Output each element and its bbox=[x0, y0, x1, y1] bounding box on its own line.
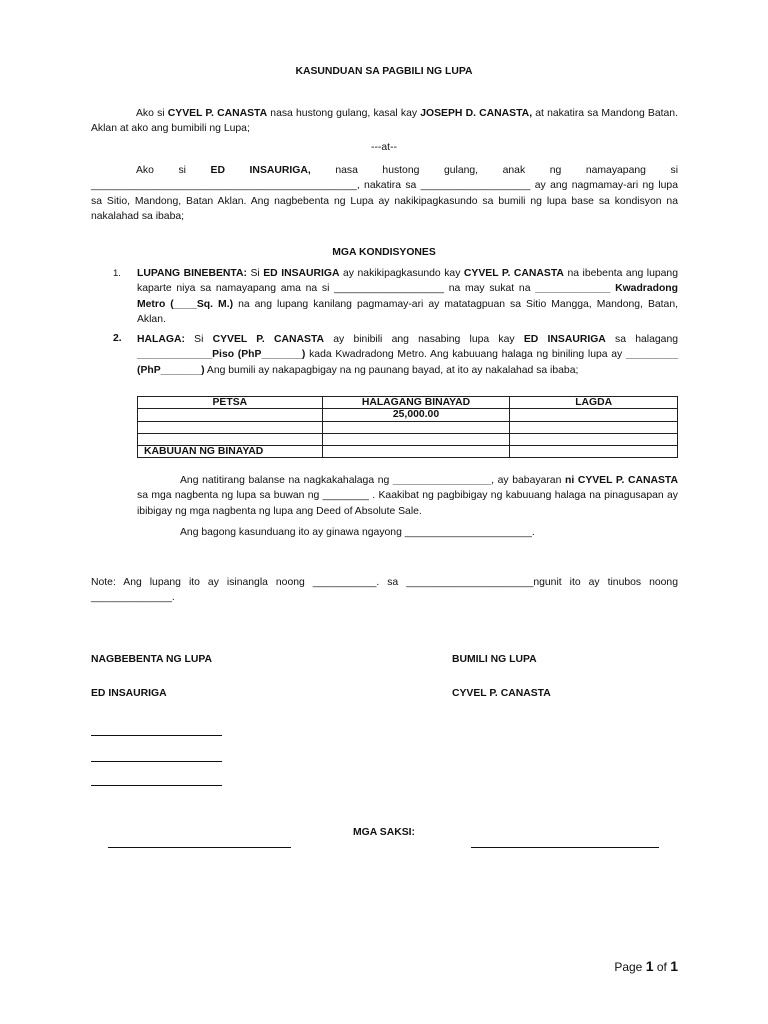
p1-text-c: at nakatira sa Mandong Batan. Aklan at ako ang bumibili ng Lupa; bbox=[91, 108, 678, 135]
seller-name: ED INSAURIGA, bbox=[210, 165, 311, 176]
spouse-name: JOSEPH D. CANASTA, bbox=[420, 108, 533, 119]
item-1-buyer: CYVEL P. CANASTA bbox=[463, 268, 564, 279]
column-header-date: PETSA bbox=[138, 397, 323, 409]
p3-buyer: ni CYVEL P. CANASTA bbox=[564, 475, 678, 486]
item-1-a: Si bbox=[246, 268, 264, 279]
witness-label: MGA SAKSI: bbox=[353, 827, 415, 838]
seller-signature-name: ED INSAURIGA bbox=[91, 688, 167, 699]
table-cell[interactable] bbox=[322, 446, 510, 458]
item-2-c: sa halagang bbox=[605, 334, 679, 345]
table-row bbox=[138, 421, 678, 433]
signature-line[interactable] bbox=[91, 735, 222, 736]
item-2-e: Ang bumili ay nakapagbigay na ng paunang bayad, at ito ay nakalahad sa ibaba; bbox=[204, 364, 579, 376]
item-1-label: LUPANG BINEBENTA: bbox=[137, 268, 247, 279]
p3-a: Ang natitirang balanse na nagkakahalaga ng bbox=[180, 475, 393, 486]
agreement-date-line: Ang bagong kasunduang ito ay ginawa ngayong ______________________. bbox=[180, 527, 535, 538]
buyer-signature-name: CYVEL P. CANASTA bbox=[452, 688, 551, 699]
footer-of-word: of bbox=[656, 960, 667, 974]
table-header-row bbox=[138, 397, 678, 409]
buyer-name: CYVEL P. CANASTA bbox=[167, 108, 268, 119]
item-2-number: 2. bbox=[113, 333, 122, 344]
p2-text-b: nasa hustong gulang, anak ng namayapang si ______________________________________________, nakatira sa ___________________ ay ang nagmamay-ari ng lupa sa Sitio, Mandong, Batan Aklan. Ang nagbebenta ng Lupa ay nakikipagkasundo sa bumili ng lupa base sa kondisyon na nakalahad sa ibaba; bbox=[91, 165, 678, 222]
witness-signature-line-left[interactable] bbox=[108, 847, 291, 848]
item-1-text bbox=[137, 266, 678, 327]
first-payment-amount[interactable]: 25,000.00 bbox=[322, 409, 510, 421]
item-2-total: _________ (PhP_______) bbox=[137, 349, 678, 376]
table-row bbox=[138, 433, 678, 445]
p1-text-b: nasa hustong gulang, kasal kay bbox=[267, 108, 421, 119]
p3-blank: _________________ bbox=[392, 475, 492, 486]
table-cell[interactable] bbox=[510, 409, 678, 421]
table-total-row bbox=[138, 446, 678, 458]
p3-b: , ay babayaran bbox=[491, 475, 565, 486]
witness-signature-line-right[interactable] bbox=[471, 847, 659, 848]
conditions-heading: MGA KONDISYONES bbox=[332, 247, 436, 258]
mortgage-note: Note: Ang lupang ito ay isinangla noong ___________. sa ______________________ngunit ito ay tinubos noong ______________. bbox=[91, 577, 678, 604]
item-2-b: ay binibili ang nasabing lupa kay bbox=[324, 334, 524, 345]
page-footer bbox=[614, 958, 678, 974]
balance-paragraph bbox=[137, 473, 678, 519]
column-header-amount: HALAGANG BINAYAD bbox=[322, 397, 510, 409]
payment-table bbox=[137, 396, 678, 458]
p3-c: sa mga nagbenta ng lupa sa buwan ng ________ . Kaakibat ng pagbibigay ng kabuuang halaga na pinagusapan ay ibibigay ng mga nagbenta ng lupa ang Deed of Absolute Sale. bbox=[137, 490, 678, 517]
item-2-seller: ED INSAURIGA bbox=[523, 334, 606, 345]
signature-line[interactable] bbox=[91, 785, 222, 786]
table-cell[interactable] bbox=[510, 446, 678, 458]
item-2-d: kada Kwadradong Metro. Ang kabuuang halaga ng biniling lupa ay bbox=[305, 349, 626, 361]
item-1-b: ay nakikipagkasundo kay bbox=[339, 268, 464, 279]
footer-page-word: Page bbox=[614, 960, 643, 974]
table-cell[interactable] bbox=[510, 421, 678, 433]
table-cell[interactable] bbox=[322, 421, 510, 433]
item-1-seller: ED INSAURIGA bbox=[263, 268, 340, 279]
item-2-price: _____________Piso (PhP_______) bbox=[137, 349, 306, 361]
item-2-a: Si bbox=[184, 334, 213, 345]
footer-total-pages: 1 bbox=[670, 958, 678, 974]
item-2-text bbox=[137, 332, 678, 378]
footer-current-page: 1 bbox=[645, 958, 654, 974]
item-1-number: 1. bbox=[113, 268, 121, 279]
buyer-label: BUMILI NG LUPA bbox=[452, 654, 537, 665]
at-separator: ---at-- bbox=[371, 142, 397, 153]
item-2-buyer: CYVEL P. CANASTA bbox=[212, 334, 325, 345]
document-title: KASUNDUAN SA PAGBILI NG LUPA bbox=[295, 66, 473, 77]
p1-text-a: Ako si bbox=[136, 108, 168, 119]
table-cell[interactable] bbox=[510, 433, 678, 445]
seller-label: NAGBEBENTA NG LUPA bbox=[91, 654, 213, 665]
total-label: KABUUAN NG BINAYAD bbox=[138, 446, 323, 458]
seller-paragraph bbox=[91, 163, 678, 224]
table-cell[interactable] bbox=[138, 421, 323, 433]
table-cell[interactable] bbox=[138, 409, 323, 421]
item-1-area: _____________ Kwadradong Metro (____Sq. M.) bbox=[137, 283, 678, 310]
buyer-paragraph bbox=[91, 106, 678, 137]
item-1-c: na ibebenta ang lupang kaparte niya sa namayapang ama na si ___________________ na may sukat na bbox=[137, 268, 678, 295]
table-cell[interactable] bbox=[138, 433, 323, 445]
table-row bbox=[138, 409, 678, 421]
signature-line[interactable] bbox=[91, 761, 222, 762]
column-header-signature: LAGDA bbox=[510, 397, 678, 409]
item-1-d: na ang lupang kanilang pagmamay-ari ay matatagpuan sa Sitio Mangga, Mandong, Batan, Aklan. bbox=[137, 298, 678, 325]
table-cell[interactable] bbox=[322, 433, 510, 445]
p2-text-a: Ako si bbox=[136, 165, 211, 176]
item-2-label: HALAGA: bbox=[137, 334, 185, 345]
